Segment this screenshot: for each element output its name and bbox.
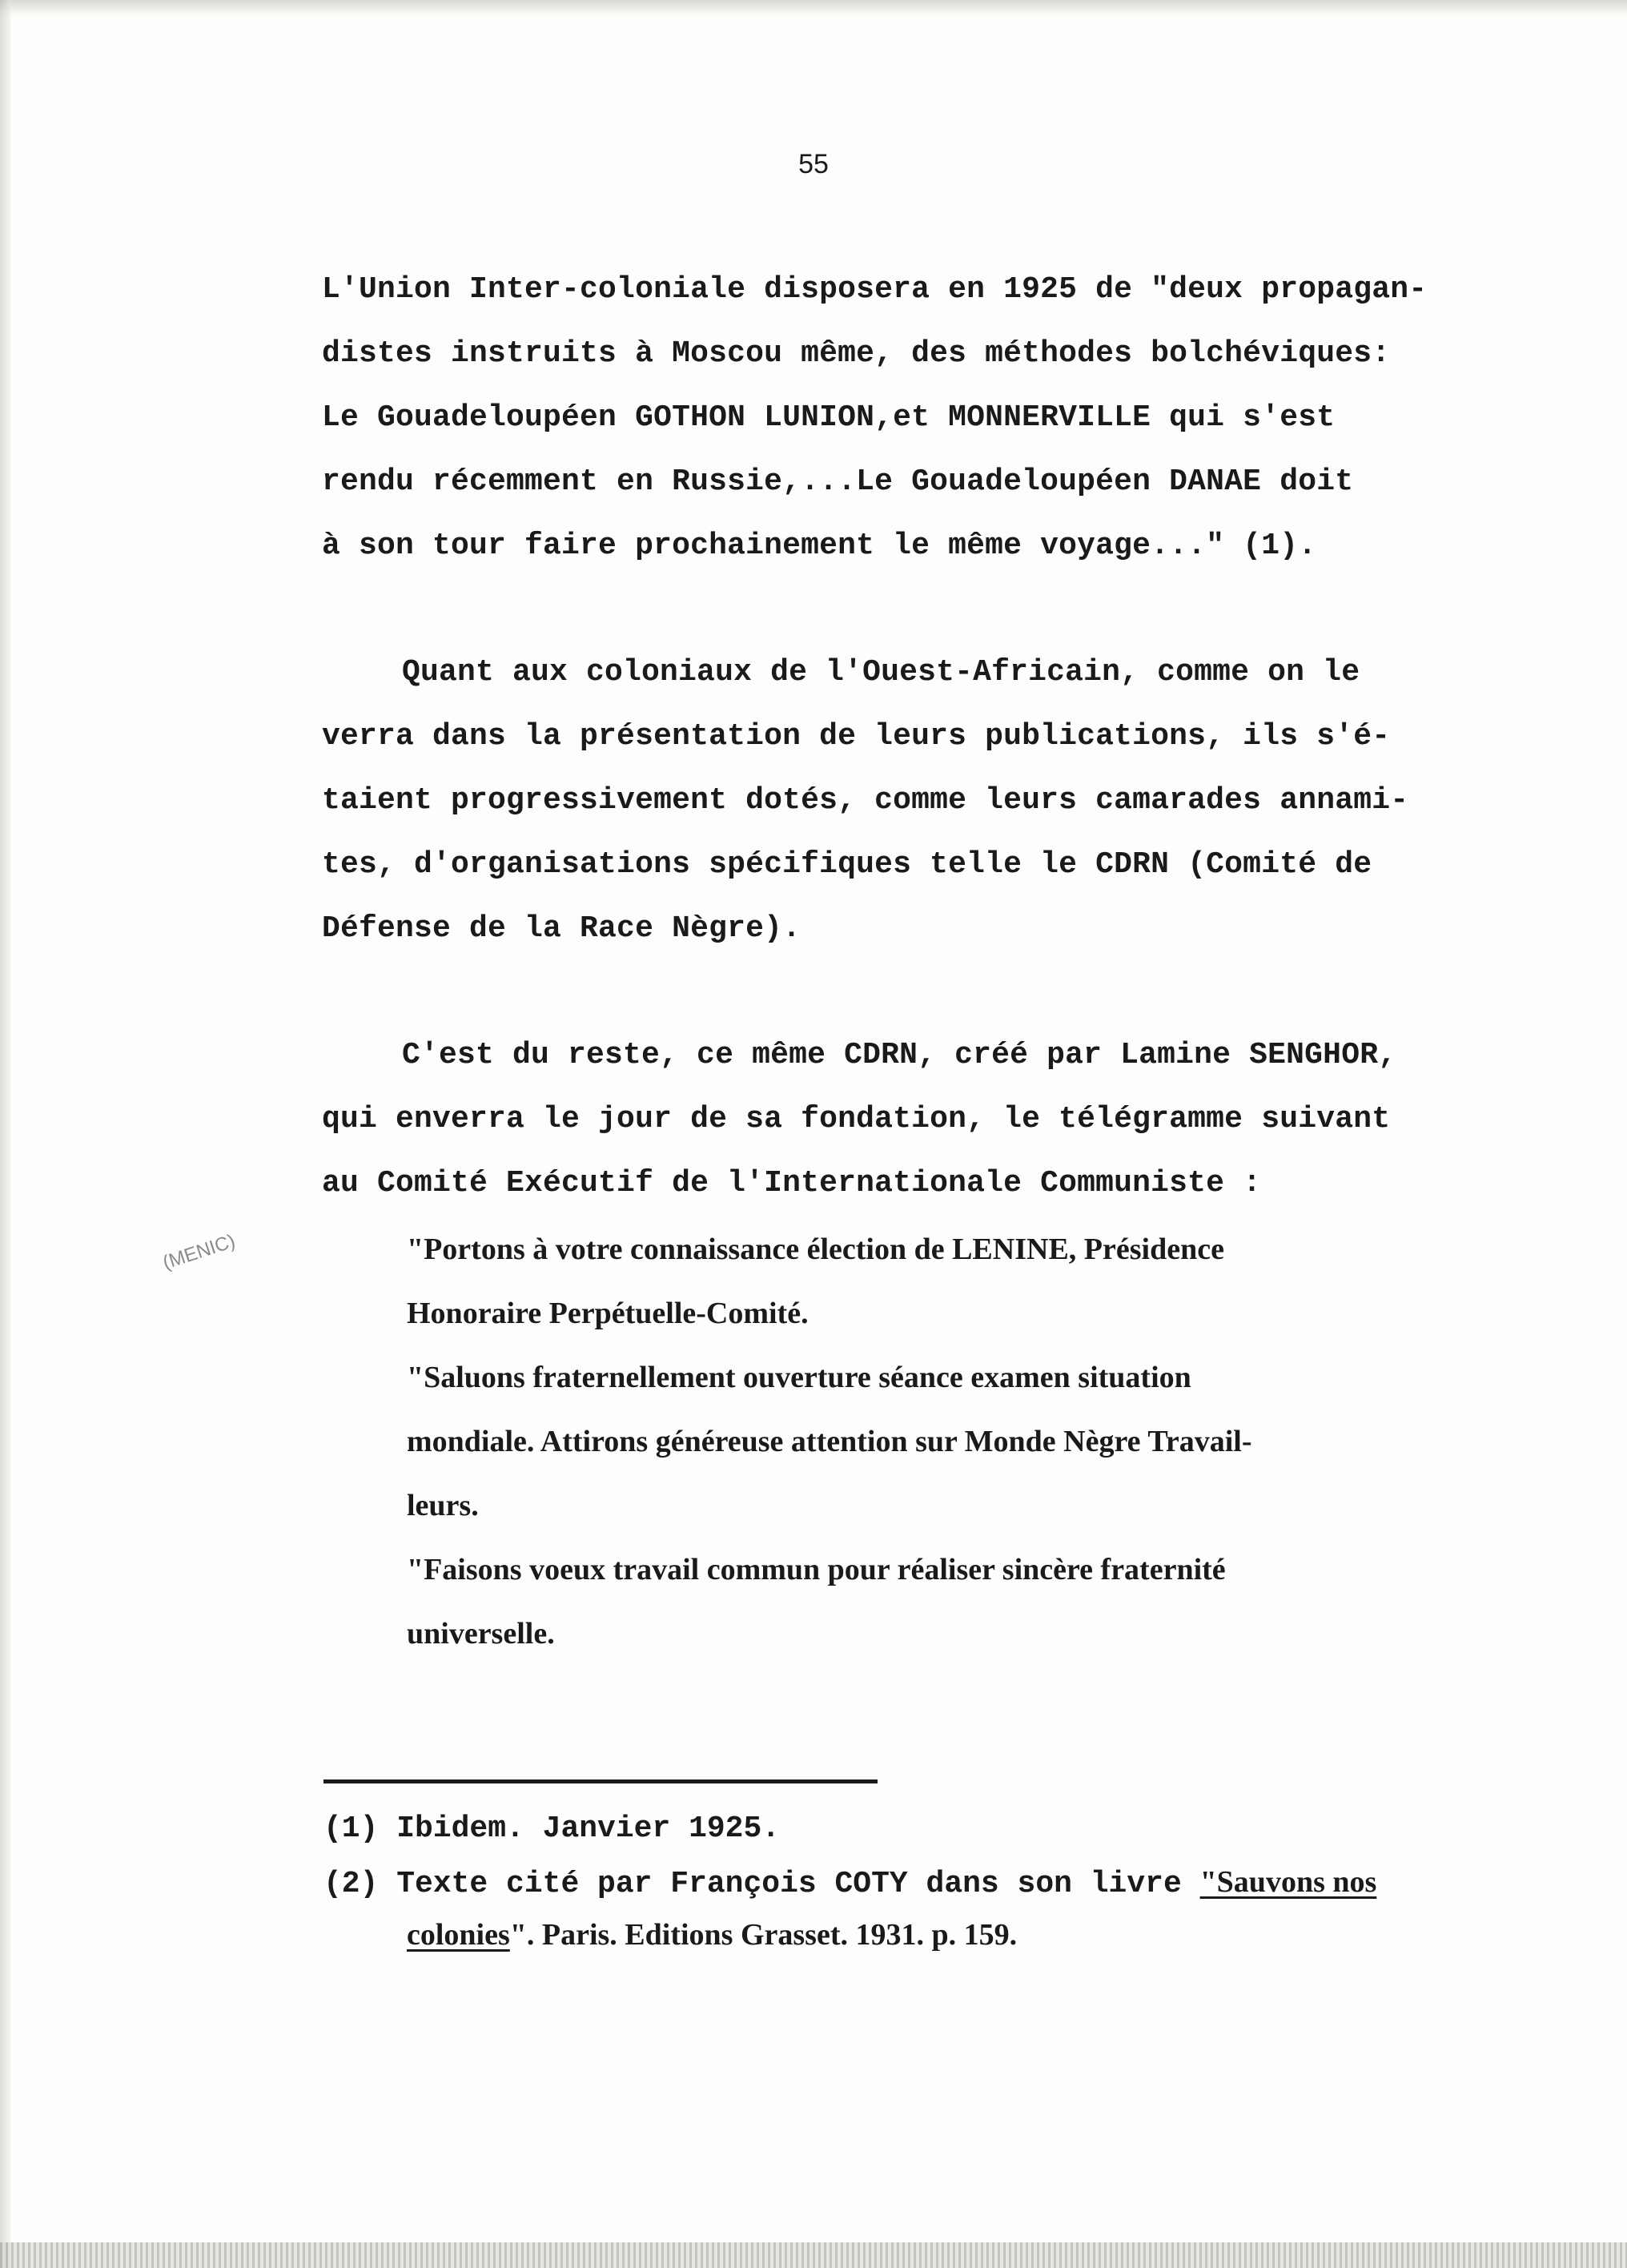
- footnote-separator: [323, 1779, 878, 1783]
- scan-edge-left: [0, 0, 11, 2268]
- telegram-line: "Faisons voeux travail commun pour réaliser sincère fraternité: [407, 1553, 1226, 1586]
- paragraph-3-line: au Comité Exécutif de l'Internationale Communiste :: [322, 1166, 1262, 1200]
- footnote-2-publisher: ". Paris. Editions Grasset. 1931. p. 159.: [509, 1918, 1018, 1952]
- page-number: 55: [798, 149, 829, 179]
- footnote-2-prefix: (2) Texte cité par François COTY dans son livre: [323, 1867, 1200, 1901]
- telegram-line: leurs.: [407, 1489, 479, 1522]
- paragraph-1-line: à son tour faire prochainement le même voyage..." (1).: [322, 529, 1317, 563]
- telegram-line: mondiale. Attirons généreuse attention sur Monde Nègre Travail-: [407, 1425, 1252, 1458]
- footnote-2-book-title: "Sauvons nos: [1199, 1865, 1377, 1899]
- margin-annotation: (MENIC): [160, 1230, 239, 1274]
- paragraph-2-line: verra dans la présentation de leurs publications, ils s'é-: [322, 719, 1391, 754]
- footnote-2-line-1: [323, 1864, 1376, 1901]
- paragraph-1-line: Le Gouadeloupéen GOTHON LUNION,et MONNERVILLE qui s'est: [322, 400, 1336, 435]
- telegram-line: "Saluons fraternellement ouverture séance examen situation: [407, 1361, 1191, 1394]
- telegram-line: universelle.: [407, 1617, 555, 1651]
- scan-edge-top: [0, 0, 1627, 18]
- telegram-line: Honoraire Perpétuelle-Comité.: [407, 1297, 809, 1330]
- scan-edge-bottom: [0, 2242, 1627, 2268]
- footnote-2-line-2: [407, 1917, 1017, 1952]
- paragraph-1-line: distes instruits à Moscou même, des méthodes bolchéviques:: [322, 336, 1391, 371]
- paragraph-2-line: taient progressivement dotés, comme leurs camarades annami-: [322, 783, 1409, 818]
- paragraph-3-line: qui enverra le jour de sa fondation, le télégramme suivant: [322, 1102, 1391, 1136]
- paragraph-3-line: C'est du reste, ce même CDRN, créé par Lamine SENGHOR,: [402, 1038, 1397, 1072]
- footnote-2-book-title-cont: colonies: [407, 1918, 510, 1952]
- telegram-line: "Portons à votre connaissance élection de LENINE, Présidence: [407, 1233, 1224, 1266]
- footnote-1: (1) Ibidem. Janvier 1925.: [323, 1812, 781, 1846]
- paragraph-1-line: rendu récemment en Russie,...Le Gouadeloupéen DANAE doit: [322, 464, 1354, 499]
- paragraph-1-line: L'Union Inter-coloniale disposera en 1925 de "deux propagan-: [322, 272, 1428, 307]
- paragraph-2-line: Défense de la Race Nègre).: [322, 911, 801, 946]
- paragraph-2-line: Quant aux coloniaux de l'Ouest-Africain, comme on le: [402, 655, 1360, 690]
- paragraph-2-line: tes, d'organisations spécifiques telle le CDRN (Comité de: [322, 847, 1372, 882]
